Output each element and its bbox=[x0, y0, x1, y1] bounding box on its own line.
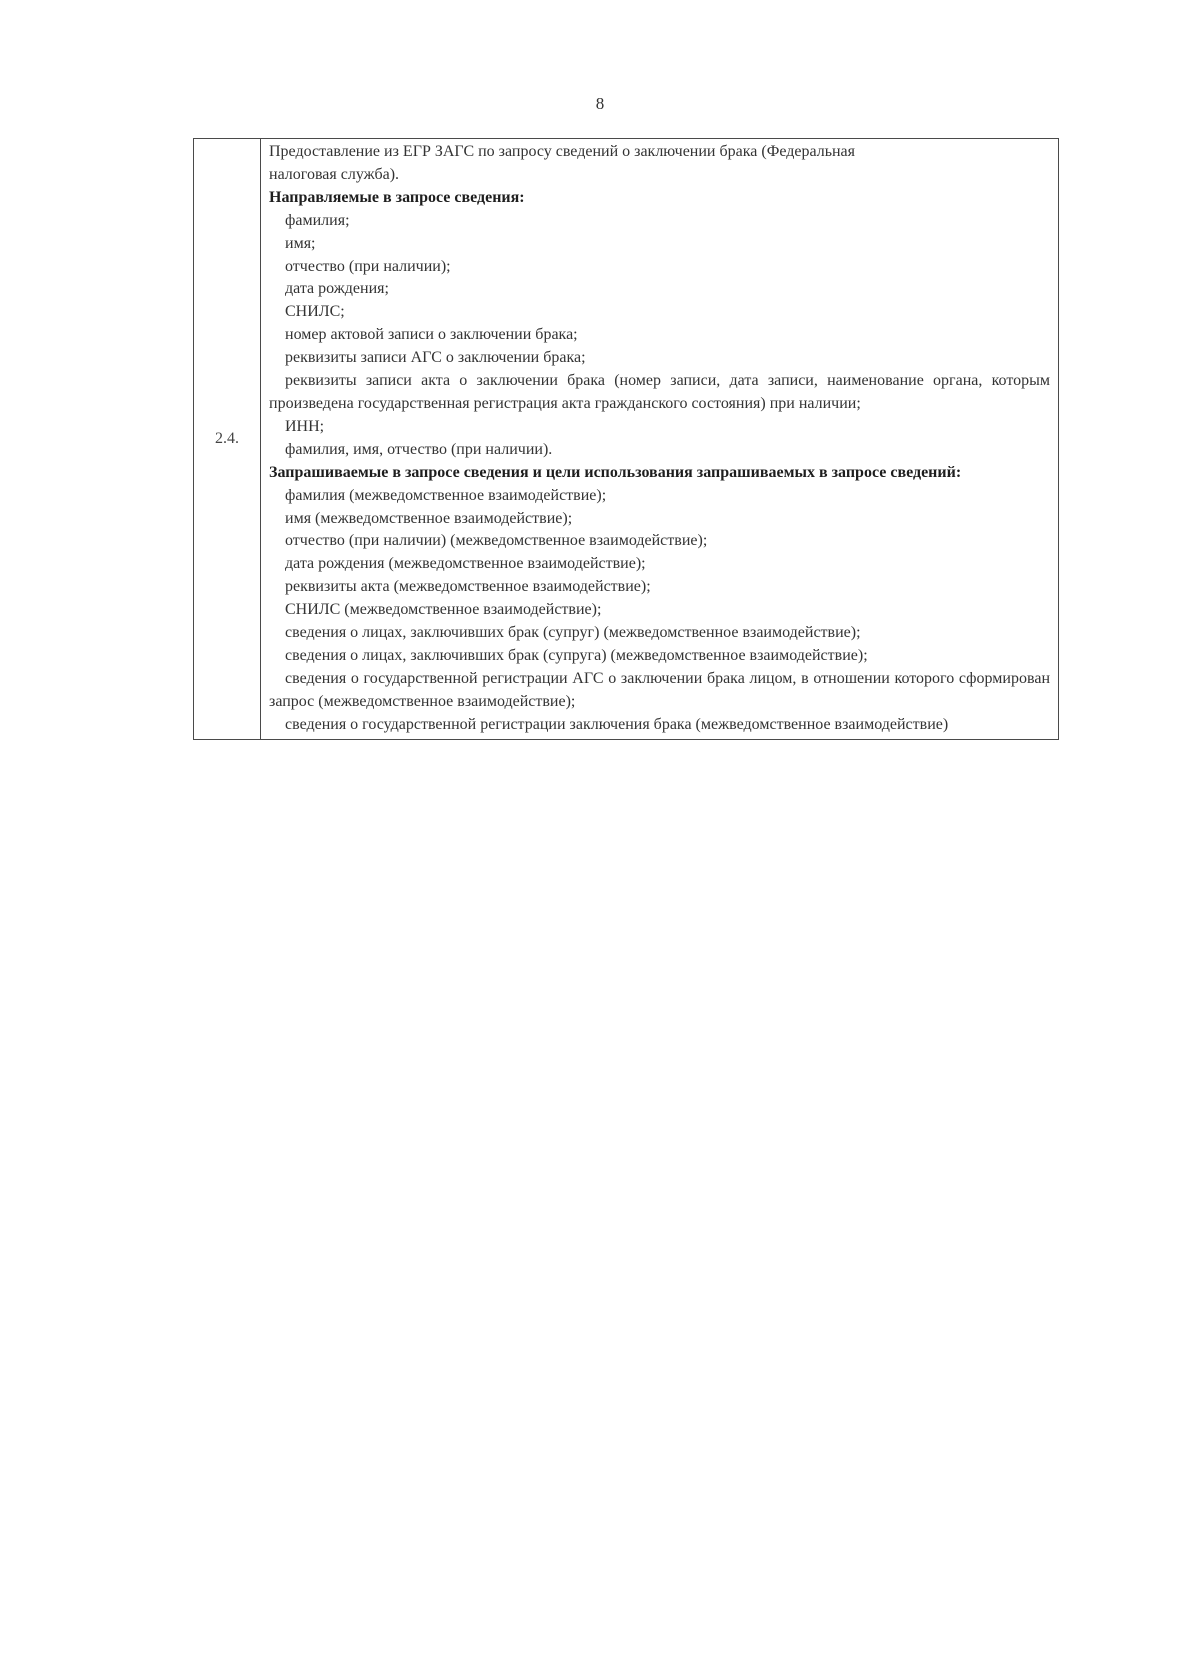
document-table bbox=[193, 138, 1059, 740]
intro-line-1 bbox=[269, 141, 1050, 164]
list-item: дата рождения; bbox=[285, 280, 389, 298]
list-item: фамилия; bbox=[285, 211, 350, 229]
list-item: отчество (при наличии) (межведомственное взаимодействие); bbox=[285, 532, 708, 550]
list-item: номер актовой записи о заключении брака; bbox=[285, 326, 578, 344]
list-item: реквизиты записи АГС о заключении брака; bbox=[285, 349, 586, 367]
intro-text-part-2: налоговая служба). bbox=[269, 165, 400, 183]
list-item: СНИЛС (межведомственное взаимодействие); bbox=[285, 601, 602, 619]
sent-heading: Направляемые в запросе сведения: bbox=[269, 188, 525, 206]
page-number: 8 bbox=[595, 94, 605, 113]
list-item: реквизиты записи акта о заключении брака (номер записи, дата записи, наименование органа, которым произведена государственная регистрация акта гражданского состояния) при наличии; bbox=[269, 372, 1050, 412]
requested-heading: Запрашиваемые в запросе сведения и цели использования запрашиваемых в запросе сведений: bbox=[269, 463, 962, 481]
list-item: сведения о лицах, заключивших брак (супруга) (межведомственное взаимодействие); bbox=[285, 646, 868, 664]
list-item: фамилия (межведомственное взаимодействие); bbox=[285, 486, 607, 504]
list-item: сведения о лицах, заключивших брак (супруг) (межведомственное взаимодействие); bbox=[285, 624, 861, 642]
list-item: отчество (при наличии); bbox=[285, 257, 451, 275]
list-item: сведения о государственной регистрации АГС о заключении брака лицом, в отношении которого сформирован запрос (межведомственное взаимодействие); bbox=[269, 669, 1050, 710]
row-content bbox=[261, 139, 1059, 740]
list-item: сведения о государственной регистрации заключения брака (межведомственное взаимодействие) bbox=[285, 715, 949, 733]
table-row bbox=[194, 139, 1059, 740]
list-item: СНИЛС; bbox=[285, 303, 345, 321]
intro-text-part-1: Предоставление из ЕГР ЗАГС по запросу сведений о заключении брака (Федеральная bbox=[269, 143, 856, 160]
list-item: имя (межведомственное взаимодействие); bbox=[285, 509, 573, 527]
row-number: 2.4. bbox=[194, 139, 261, 740]
list-item: дата рождения (межведомственное взаимодействие); bbox=[285, 555, 646, 573]
list-item: реквизиты акта (межведомственное взаимодействие); bbox=[285, 578, 651, 596]
intro-line-2 bbox=[269, 164, 1050, 187]
list-item: фамилия, имя, отчество (при наличии). bbox=[285, 440, 553, 458]
list-item: имя; bbox=[285, 234, 316, 252]
list-item: ИНН; bbox=[285, 417, 325, 435]
